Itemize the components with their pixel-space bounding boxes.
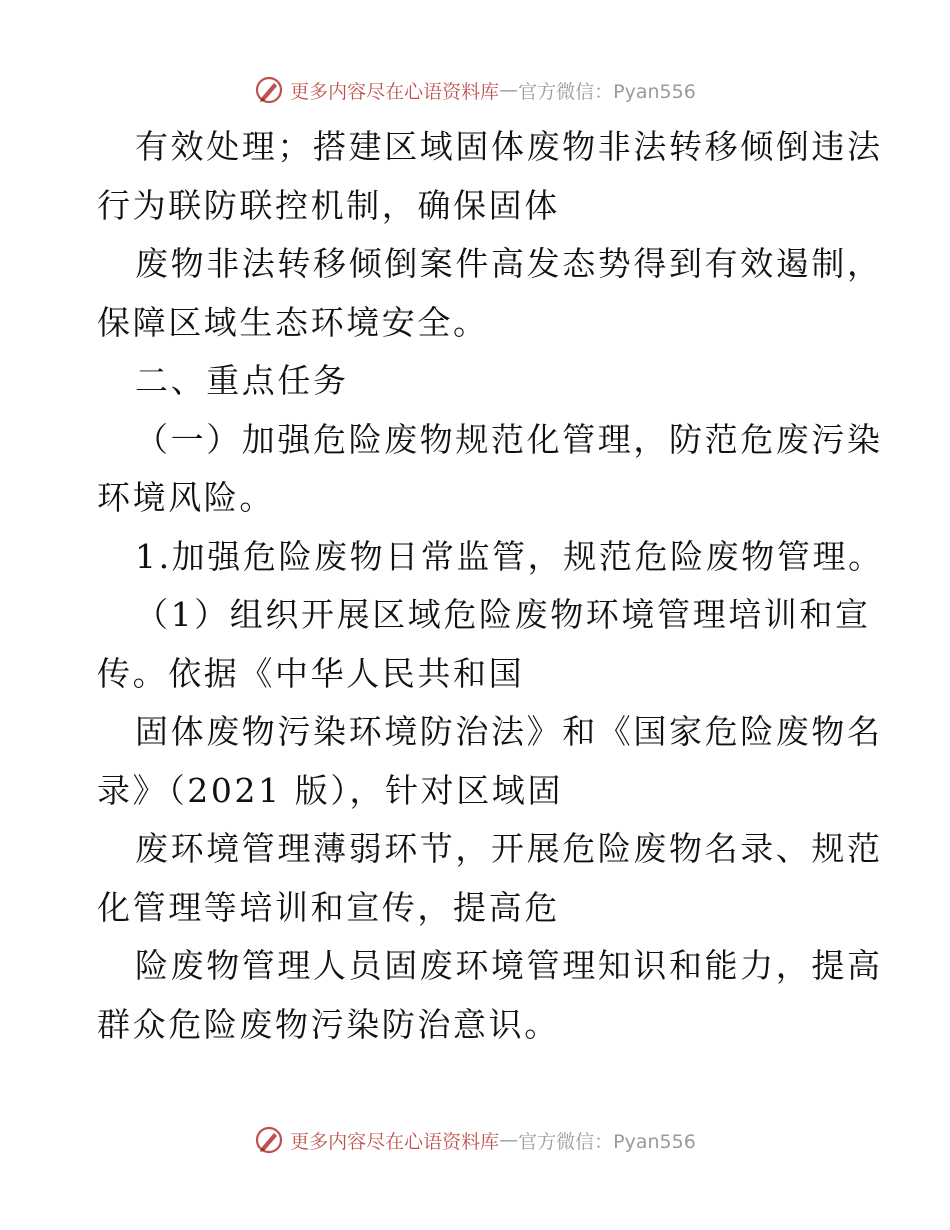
text-line: 废环境管理薄弱环节，开展危险废物名录、规范 — [135, 829, 883, 868]
pen-logo-icon — [254, 1125, 284, 1155]
footer-banner — [0, 1120, 950, 1160]
document-body — [97, 118, 884, 1054]
header-banner — [0, 70, 950, 110]
header-dash: — — [499, 79, 519, 101]
footer-wechat-text: 官方微信：Pyan556 — [518, 1130, 696, 1153]
header-site-text: 更多内容尽在心语资料库 — [290, 80, 500, 103]
text-line: 录》（2021 版），针对区域固 — [97, 770, 564, 810]
subsection-heading: （一）加强危险废物规范化管理，防范危废污染 — [135, 419, 883, 459]
header-wechat-text: 官方微信：Pyan556 — [518, 80, 696, 103]
footer-dash: — — [499, 1129, 519, 1151]
section-heading: 二、重点任务 — [135, 361, 349, 400]
text-line: 环境风险。 — [97, 478, 275, 517]
footer-site-text: 更多内容尽在心语资料库 — [290, 1130, 500, 1153]
text-line: 保障区域生态环境安全。 — [97, 302, 489, 342]
text-line: 固体废物污染环境防治法》和《国家危险废物名 — [135, 712, 883, 751]
text-line: 行为联防联控机制，确保固体 — [97, 185, 560, 225]
pen-logo-icon — [254, 75, 284, 105]
item-heading: 1.加强危险废物日常监管，规范危险废物管理。 — [135, 536, 884, 576]
text-line: 险废物管理人员固废环境管理知识和能力，提高 — [135, 946, 883, 985]
text-line: （1）组织开展区域危险废物环境管理培训和宣 — [135, 595, 871, 634]
text-line: 传。依据《中华人民共和国 — [97, 653, 525, 693]
text-line: 群众危险废物污染防治意识。 — [97, 1004, 560, 1044]
text-line: 废物非法转移倾倒案件高发态势得到有效遏制， — [135, 244, 883, 283]
text-line: 化管理等培训和宣传，提高危 — [97, 887, 560, 927]
text-line: 有效处理；搭建区域固体废物非法转移倾倒违法 — [135, 127, 883, 166]
